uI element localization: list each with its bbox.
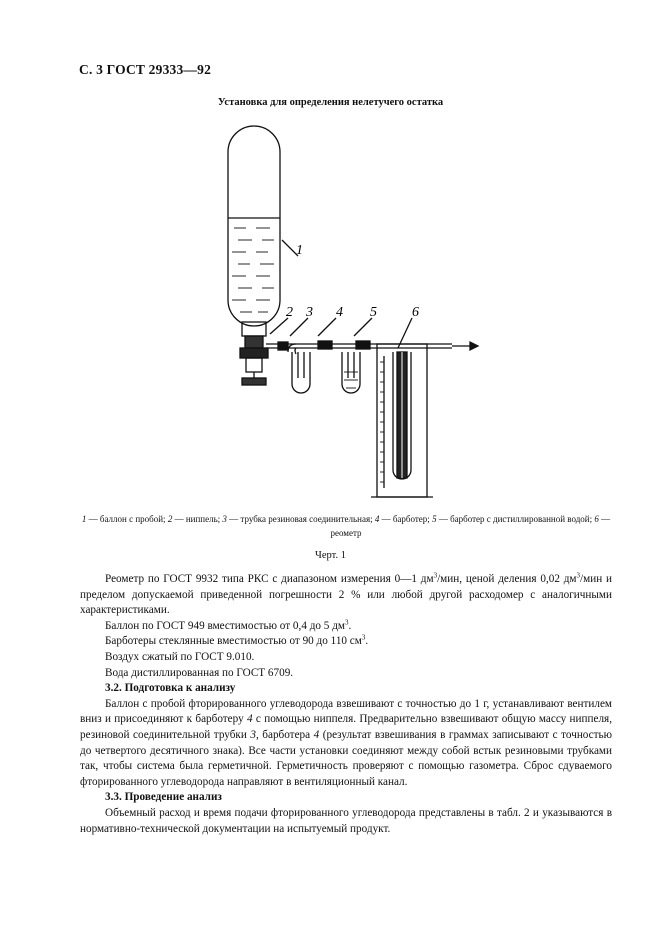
label-4: 4 bbox=[336, 305, 343, 320]
figure-number: Черт. 1 bbox=[315, 550, 346, 561]
paragraph-cylinder: Баллон по ГОСТ 949 вместимостью от 0,4 до 5 $дм^3$. bbox=[105, 618, 352, 632]
paragraph-bubblers: Барботеры стеклянные вместимостью от 90 до 110 $см^3$. bbox=[105, 633, 369, 648]
label-2: 2 bbox=[286, 305, 293, 320]
paragraph-air: Воздух сжатый по ГОСТ 9.010. bbox=[105, 650, 255, 663]
label-3: 3 bbox=[306, 305, 313, 320]
section-heading-3-2: 3.2. Подготовка к анализу bbox=[105, 682, 236, 695]
paragraph-procedure: Объемный расход и время подачи фторированного углеводорода представлены в табл. 2 и указываются в нормативно-технической документации на испытуемый продукт. bbox=[80, 806, 612, 835]
figure-title: Установка для определения нелетучего остатка bbox=[217, 97, 444, 108]
paragraph-rheometer: Реометр по ГОСТ 9932 типа РКС с диапазоном измерения 0—1 $дм^3$/мин, ценой деления 0,02 $дм^3$/мин и пределом допускаемой приведенной погрешности 2 % или любой другой расходомер с аналогичными характеристиками. bbox=[80, 571, 613, 617]
label-5: 5 bbox=[370, 305, 377, 320]
paragraph-water: Вода дистиллированная по ГОСТ 6709. bbox=[105, 666, 294, 679]
label-6: 6 bbox=[412, 305, 419, 320]
page-header: С. 3 ГОСТ 29333—92 bbox=[79, 62, 212, 77]
cylinder-shape bbox=[228, 126, 280, 326]
body-text bbox=[80, 572, 612, 837]
label-1: 1 bbox=[296, 243, 303, 258]
figure-caption: 1 — баллон с пробой; 2 — ниппель; 3 — трубка резиновая соединительная; 4 — барботер; 5 — барботер с дистиллированной водой; 6 — реометр bbox=[81, 514, 611, 538]
section-heading-3-3: 3.3. Проведение анализ bbox=[105, 791, 222, 804]
paragraph-preparation: Баллон с пробой фторированного углеводорода взвешивают с точностью до 1 г, устанавливают вентилем вниз и присоединяют к барботеру 4 с помощью ниппеля. Предварительно взвешивают общую массу ниппеля, резиновой соединительной трубки 3, барботера 4 (результат взвешивания в граммах записывают с точностью до четвертого десятичного знака). Все части установки соединяют между собой встык резиновыми трубками так, чтобы система была герметичной. Герметичность проверяют с помощью газометра. Сброс сдуваемого фторированного углеводорода направляют в вентиляционный канал. bbox=[80, 697, 612, 788]
